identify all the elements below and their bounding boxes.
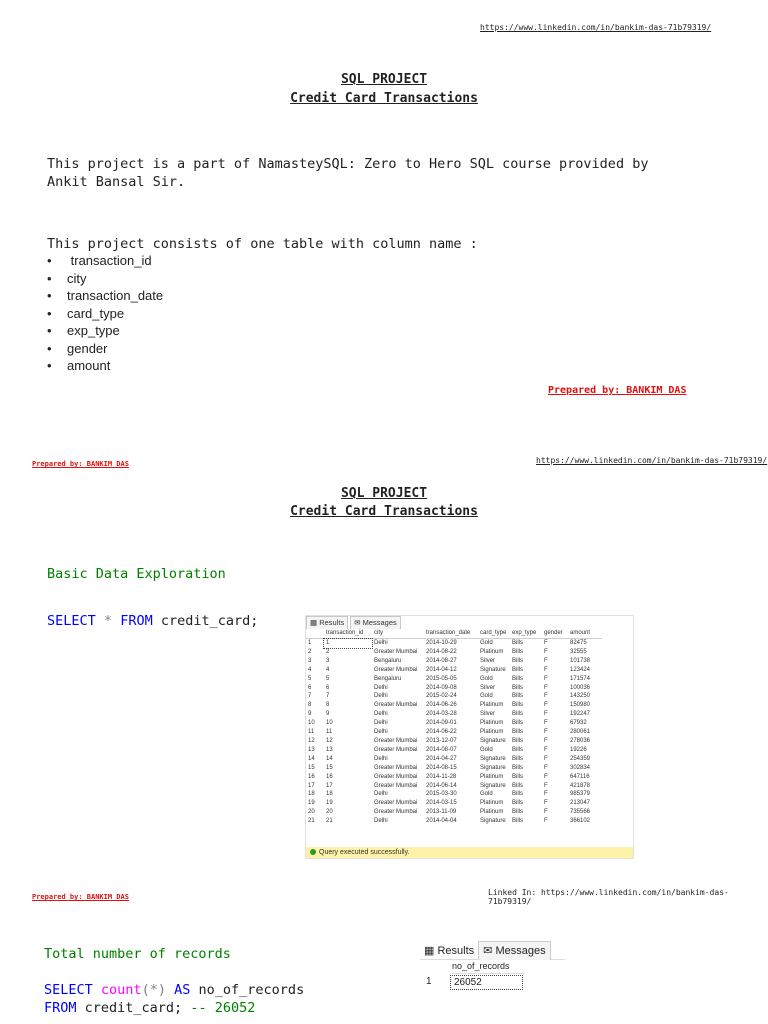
row-number: 15 — [308, 764, 315, 771]
column-list — [47, 252, 163, 375]
page2-prepared-by: Prepared by: BANKIM DAS — [32, 460, 129, 468]
table-cell[interactable]: 2015-02-24 — [426, 693, 457, 700]
table-cell[interactable]: Platinum — [480, 648, 504, 655]
table-cell[interactable]: 2015-03-30 — [426, 791, 457, 798]
table-cell[interactable]: 2014-06-14 — [426, 782, 457, 789]
rownum-header — [306, 628, 324, 639]
table-cell[interactable]: Delhi — [374, 818, 388, 825]
table-cell[interactable]: Bills — [512, 693, 524, 700]
table-cell[interactable]: 1 — [324, 639, 372, 648]
table-cell[interactable]: Bills — [512, 782, 524, 789]
table-cell[interactable]: Bills — [512, 666, 524, 673]
table-header-row — [306, 628, 602, 639]
table-cell[interactable]: 647116 — [570, 773, 590, 780]
table-cell[interactable]: 123424 — [570, 666, 591, 673]
table-row[interactable] — [306, 684, 602, 693]
table-cell[interactable]: 5 — [326, 675, 330, 682]
page2-title-line1: SQL PROJECT — [340, 486, 428, 501]
table-cell[interactable]: 15 — [326, 764, 333, 771]
table-cell[interactable]: 2015-05-05 — [426, 675, 457, 682]
table-cell[interactable]: 150980 — [570, 702, 591, 709]
table-cell[interactable]: Delhi — [374, 729, 388, 736]
column-name: amount — [67, 358, 111, 373]
linkedin-link[interactable]: https://www.linkedin.com/in/bankim-das-71b79319/ — [536, 456, 768, 465]
table-row[interactable] — [306, 782, 602, 791]
intro-line-2: Ankit Bansal Sir. — [47, 174, 186, 190]
results-pane — [305, 615, 634, 859]
table-cell[interactable]: 143250 — [570, 693, 591, 700]
table-row[interactable] — [306, 692, 602, 701]
page2-title-line2: Credit Card Transactions — [290, 504, 478, 519]
table-cell[interactable]: 12 — [326, 737, 333, 744]
table-cell[interactable]: 302834 — [570, 764, 591, 771]
keyword-from: FROM — [44, 1000, 77, 1016]
table-cell[interactable]: Platinum — [480, 702, 504, 709]
table-cell[interactable]: F — [544, 755, 548, 762]
table-cell[interactable]: 2014-11-28 — [426, 773, 457, 780]
row-number: 6 — [308, 684, 312, 691]
table-cell[interactable]: Signature — [480, 764, 506, 771]
bullet-icon: • — [47, 358, 52, 373]
table-cell[interactable]: F — [544, 684, 548, 691]
page3-prepared-by: Prepared by: BANKIM DAS — [32, 893, 129, 901]
table-cell[interactable]: Gold — [480, 675, 493, 682]
table-cell[interactable]: Bills — [512, 755, 524, 762]
table-cell[interactable]: F — [544, 666, 548, 673]
row-number: 4 — [308, 666, 312, 673]
row-number: 7 — [308, 693, 312, 700]
star-operator: * — [149, 982, 158, 998]
table-row[interactable] — [306, 764, 602, 773]
row-number: 10 — [308, 720, 315, 727]
sql-query — [47, 612, 258, 630]
star-operator: * — [103, 613, 113, 629]
table-cell[interactable]: Delhi — [374, 791, 388, 798]
table-cell[interactable]: F — [544, 818, 548, 825]
table-row[interactable] — [306, 701, 602, 710]
column-header[interactable]: transaction_date — [424, 628, 478, 639]
table-cell[interactable]: 32555 — [570, 648, 587, 655]
table-cell[interactable]: F — [544, 648, 548, 655]
table-cell[interactable]: Greater Mumbai — [374, 702, 418, 709]
column-header[interactable]: transaction_id — [324, 628, 372, 639]
table-cell[interactable]: Delhi — [374, 711, 388, 718]
list-item — [47, 340, 163, 358]
table-cell[interactable]: 19226 — [570, 746, 587, 753]
table-cell[interactable]: Delhi — [374, 693, 388, 700]
table-cell[interactable]: 13 — [326, 746, 333, 753]
table-cell[interactable]: 2014-04-04 — [426, 818, 457, 825]
table-cell[interactable]: Platinum — [480, 809, 504, 816]
row-number: 9 — [308, 711, 312, 718]
table-cell[interactable]: Silver — [480, 711, 496, 718]
keyword-select: SELECT — [44, 982, 93, 998]
table-cell[interactable]: Signature — [480, 737, 506, 744]
table-cell[interactable]: F — [544, 800, 548, 807]
table-cell[interactable]: 985379 — [570, 791, 591, 798]
table-cell[interactable]: 2 — [326, 648, 330, 655]
table-cell[interactable]: 19 — [326, 800, 333, 807]
table-cell[interactable]: 171574 — [570, 675, 591, 682]
success-check-icon — [310, 849, 316, 855]
keyword-from: FROM — [120, 613, 153, 629]
table-cell[interactable]: 278036 — [570, 737, 591, 744]
messages-tab[interactable] — [478, 941, 550, 960]
table-cell[interactable]: 421878 — [570, 782, 591, 789]
table-cell[interactable]: 9 — [326, 711, 330, 718]
table-cell[interactable]: Bills — [512, 800, 524, 807]
table-row[interactable] — [306, 657, 602, 666]
count-results-pane — [420, 941, 565, 1001]
table-cell[interactable]: 14 — [326, 755, 333, 762]
table-cell[interactable]: 2014-08-27 — [426, 657, 457, 664]
table-cell[interactable]: Bills — [512, 809, 524, 816]
table-cell[interactable]: Platinum — [480, 800, 504, 807]
table-row[interactable] — [306, 666, 602, 675]
page1-intro — [47, 155, 648, 191]
table-cell[interactable]: 16 — [326, 773, 333, 780]
table-cell[interactable]: F — [544, 746, 548, 753]
page1-prepared-by: Prepared by: BANKIM DAS — [548, 385, 687, 396]
function-count: count — [100, 982, 142, 998]
paren: ( — [141, 982, 150, 998]
table-row[interactable] — [306, 675, 602, 684]
table-row[interactable] — [306, 737, 602, 746]
tab-label: Results — [437, 945, 475, 957]
table-cell[interactable]: 101738 — [570, 657, 591, 664]
table-cell[interactable]: Signature — [480, 818, 506, 825]
table-cell[interactable]: F — [544, 782, 548, 789]
page1-linkedin-url[interactable] — [480, 23, 711, 32]
column-name: transaction_id — [70, 253, 152, 268]
table-cell[interactable]: 17 — [326, 782, 333, 789]
table-cell[interactable]: Bills — [512, 648, 524, 655]
table-row[interactable] — [306, 755, 602, 764]
table-cell[interactable]: Bills — [512, 818, 524, 825]
table-cell[interactable]: F — [544, 809, 548, 816]
row-number: 21 — [308, 818, 315, 825]
table-cell[interactable]: F — [544, 657, 548, 664]
table-cell[interactable]: F — [544, 702, 548, 709]
table-cell[interactable]: F — [544, 711, 548, 718]
table-cell[interactable]: 2014-09-01 — [426, 720, 457, 727]
row-number: 18 — [308, 791, 315, 798]
table-cell[interactable]: Signature — [480, 755, 506, 762]
list-item — [47, 287, 163, 305]
table-cell[interactable]: F — [544, 791, 548, 798]
table-cell[interactable]: Gold — [480, 791, 493, 798]
column-header[interactable]: gender — [542, 628, 568, 639]
list-item — [47, 270, 163, 288]
table-cell[interactable]: Bills — [512, 675, 524, 682]
list-item — [47, 252, 163, 270]
table-cell[interactable]: Bills — [512, 684, 524, 691]
table-cell[interactable]: Signature — [480, 666, 506, 673]
page1-columns-intro: This project consists of one table with column name : — [47, 236, 478, 252]
bullet-icon: • — [47, 253, 52, 268]
table-cell[interactable]: Delhi — [374, 720, 388, 727]
row-number: 2 — [308, 648, 312, 655]
table-cell[interactable]: Greater Mumbai — [374, 764, 418, 771]
table-cell[interactable]: F — [544, 675, 548, 682]
row-number: 17 — [308, 782, 315, 789]
grid-icon: ▦ — [310, 618, 318, 627]
table-cell[interactable]: 2014-04-12 — [426, 666, 457, 673]
table-cell[interactable]: F — [544, 737, 548, 744]
table-cell[interactable]: Bills — [512, 773, 524, 780]
messages-icon: ✉ — [354, 618, 361, 627]
table-cell[interactable]: Bills — [512, 640, 524, 646]
table-cell[interactable]: Greater Mumbai — [374, 648, 418, 655]
table-cell[interactable]: 2014-03-28 — [426, 711, 457, 718]
row-number: 1 — [308, 640, 312, 646]
table-row[interactable] — [306, 790, 602, 799]
column-name: city — [67, 270, 87, 286]
column-header[interactable]: amount — [568, 628, 602, 639]
column-name: card_type — [67, 305, 125, 321]
table-cell[interactable]: Greater Mumbai — [374, 666, 418, 673]
table-cell[interactable]: F — [544, 693, 548, 700]
table-row[interactable] — [306, 648, 602, 657]
table-cell[interactable]: Bills — [512, 764, 524, 771]
list-item — [47, 322, 163, 340]
table-cell[interactable]: 4 — [326, 666, 330, 673]
column-name: exp_type — [67, 323, 120, 338]
table-cell[interactable]: Delhi — [374, 684, 388, 691]
table-cell[interactable]: 2014-08-15 — [426, 764, 457, 771]
table-cell[interactable]: 2014-08-22 — [426, 648, 457, 655]
alias: no_of_records — [198, 982, 305, 998]
table-cell[interactable]: Greater Mumbai — [374, 773, 418, 780]
table-cell[interactable]: 10 — [326, 720, 333, 727]
table-row[interactable] — [306, 773, 602, 782]
table-cell[interactable]: F — [544, 764, 548, 771]
row-number: 3 — [308, 657, 312, 664]
table-cell[interactable]: Silver — [480, 684, 496, 691]
table-cell[interactable]: Platinum — [480, 773, 504, 780]
row-number: 11 — [308, 729, 315, 736]
tab-label: Results — [319, 618, 345, 627]
count-value-cell[interactable]: 26052 — [450, 975, 523, 990]
table-cell[interactable]: 2014-04-27 — [426, 755, 457, 762]
keyword-as: AS — [174, 982, 191, 998]
table-cell[interactable]: Bills — [512, 746, 524, 753]
column-name: gender — [67, 340, 108, 356]
table-cell[interactable]: 2014-06-22 — [426, 729, 457, 736]
table-row[interactable] — [306, 746, 602, 755]
bullet-icon: • — [47, 340, 52, 356]
table-cell[interactable]: Greater Mumbai — [374, 800, 418, 807]
table-cell[interactable]: Platinum — [480, 729, 504, 736]
count-column-header[interactable]: no_of_records — [452, 960, 524, 974]
row-number: 13 — [308, 746, 315, 753]
table-row[interactable] — [306, 710, 602, 719]
table-cell[interactable]: Platinum — [480, 720, 504, 727]
table-cell[interactable]: 2014-08-07 — [426, 746, 457, 753]
table-cell[interactable]: Greater Mumbai — [374, 746, 418, 753]
grid-icon: ▦ — [424, 945, 435, 957]
section-heading: Total number of records — [44, 946, 231, 962]
list-item — [47, 305, 163, 323]
count-query-line-2 — [44, 999, 304, 1017]
table-cell[interactable]: 213047 — [570, 800, 591, 807]
table-row[interactable] — [306, 728, 602, 737]
table-cell[interactable]: Delhi — [374, 755, 388, 762]
list-item — [47, 357, 163, 375]
table-cell[interactable]: 8 — [326, 702, 330, 709]
messages-icon: ✉ — [483, 945, 493, 957]
table-cell[interactable]: Silver — [480, 657, 496, 664]
row-number: 12 — [308, 737, 315, 744]
table-cell[interactable]: Gold — [480, 693, 493, 700]
table-cell[interactable]: F — [544, 640, 548, 646]
keyword-select: SELECT — [47, 613, 96, 629]
table-cell[interactable]: 280061 — [570, 729, 591, 736]
table-row[interactable] — [306, 817, 602, 826]
table-cell[interactable]: Signature — [480, 782, 506, 789]
bullet-icon: • — [47, 270, 52, 286]
status-bar — [306, 847, 633, 858]
bullet-icon: • — [47, 305, 52, 321]
table-row[interactable] — [306, 639, 602, 648]
table-cell[interactable]: 254359 — [570, 755, 591, 762]
linkedin-link[interactable]: https://www.linkedin.com/in/bankim-das-71b79319/ — [480, 23, 712, 32]
table-cell[interactable]: Bengaluru — [374, 657, 402, 664]
table-cell[interactable]: Bills — [512, 737, 524, 744]
table-cell[interactable]: Greater Mumbai — [374, 809, 418, 816]
table-cell[interactable]: Bengaluru — [374, 675, 402, 682]
table-cell[interactable]: 67932 — [570, 720, 587, 727]
table-cell[interactable]: 2013-12-07 — [426, 737, 457, 744]
table-row[interactable] — [306, 799, 602, 808]
table-cell[interactable]: Bills — [512, 702, 524, 709]
table-cell[interactable]: Bills — [512, 720, 524, 727]
tab-label: Messages — [362, 618, 397, 627]
results-table — [306, 628, 602, 826]
table-cell[interactable]: 2013-11-09 — [426, 809, 457, 816]
table-cell[interactable]: 192247 — [570, 711, 591, 718]
table-cell[interactable]: Bills — [512, 729, 524, 736]
row-number: 19 — [308, 800, 315, 807]
row-number: 20 — [308, 809, 315, 816]
table-cell[interactable]: Bills — [512, 657, 524, 664]
table-cell[interactable]: 6 — [326, 684, 330, 691]
table-cell[interactable]: 2014-10-29 — [426, 640, 457, 646]
table-cell[interactable]: F — [544, 773, 548, 780]
table-cell[interactable]: 100036 — [570, 684, 591, 691]
table-cell[interactable]: 3 — [326, 657, 330, 664]
table-cell[interactable]: 2014-09-08 — [426, 684, 457, 691]
table-cell[interactable]: 20 — [326, 809, 333, 816]
table-row[interactable] — [306, 719, 602, 728]
section-heading: Basic Data Exploration — [47, 566, 226, 582]
tab-label: Messages — [495, 945, 546, 957]
table-cell[interactable]: 735566 — [570, 809, 591, 816]
results-tabbar — [306, 616, 633, 628]
table-cell[interactable]: 21 — [326, 818, 333, 825]
results-body — [306, 639, 602, 827]
status-text: Query executed successfully. — [319, 849, 410, 856]
table-cell[interactable]: 7 — [326, 693, 330, 700]
intro-line-1: This project is a part of NamasteySQL: Zero to Hero SQL course provided by — [47, 156, 649, 172]
table-name: credit_card; — [160, 613, 259, 629]
table-cell[interactable]: F — [544, 720, 548, 727]
row-number: 5 — [308, 675, 312, 682]
count-row — [420, 974, 565, 990]
page1-title-line2: Credit Card Transactions — [290, 91, 478, 106]
row-number: 14 — [308, 755, 315, 762]
table-cell[interactable]: Bills — [512, 711, 524, 718]
sql-comment: -- 26052 — [190, 1000, 256, 1016]
table-cell[interactable]: 82475 — [570, 640, 587, 646]
row-number: 1 — [426, 976, 432, 987]
table-cell[interactable]: Greater Mumbai — [374, 782, 418, 789]
bullet-icon: • — [47, 288, 52, 303]
row-number: 16 — [308, 773, 315, 780]
column-name: transaction_date — [67, 288, 164, 303]
table-cell[interactable]: 366102 — [570, 818, 591, 825]
table-row[interactable] — [306, 808, 602, 817]
row-number: 8 — [308, 702, 312, 709]
table-name: credit_card; — [84, 1000, 183, 1016]
table-cell[interactable]: 2014-03-15 — [426, 800, 457, 807]
bullet-icon: • — [47, 323, 52, 338]
results-tab[interactable] — [420, 942, 478, 960]
count-query — [44, 981, 304, 1017]
count-tabbar — [420, 941, 565, 960]
paren: ) — [157, 982, 166, 998]
page1-title-line1: SQL PROJECT — [340, 72, 428, 87]
table-cell[interactable]: Gold — [480, 746, 493, 753]
column-header[interactable]: city — [372, 628, 424, 639]
table-cell[interactable]: F — [544, 729, 548, 736]
page2-linkedin-url[interactable] — [536, 456, 767, 465]
column-header[interactable]: exp_type — [510, 628, 542, 639]
table-cell[interactable]: Bills — [512, 791, 524, 798]
column-header[interactable]: card_type — [478, 628, 510, 639]
table-cell[interactable]: Delhi — [374, 640, 388, 646]
count-query-line-1 — [44, 981, 304, 999]
table-cell[interactable]: 11 — [326, 729, 333, 736]
table-cell[interactable]: Gold — [480, 640, 493, 646]
table-cell[interactable]: 2014-06-26 — [426, 702, 457, 709]
table-cell[interactable]: Greater Mumbai — [374, 737, 418, 744]
table-cell[interactable]: 18 — [326, 791, 333, 798]
page3-linkedin[interactable]: Linked In: https://www.linkedin.com/in/bankim-das-71b79319/ — [488, 888, 729, 906]
